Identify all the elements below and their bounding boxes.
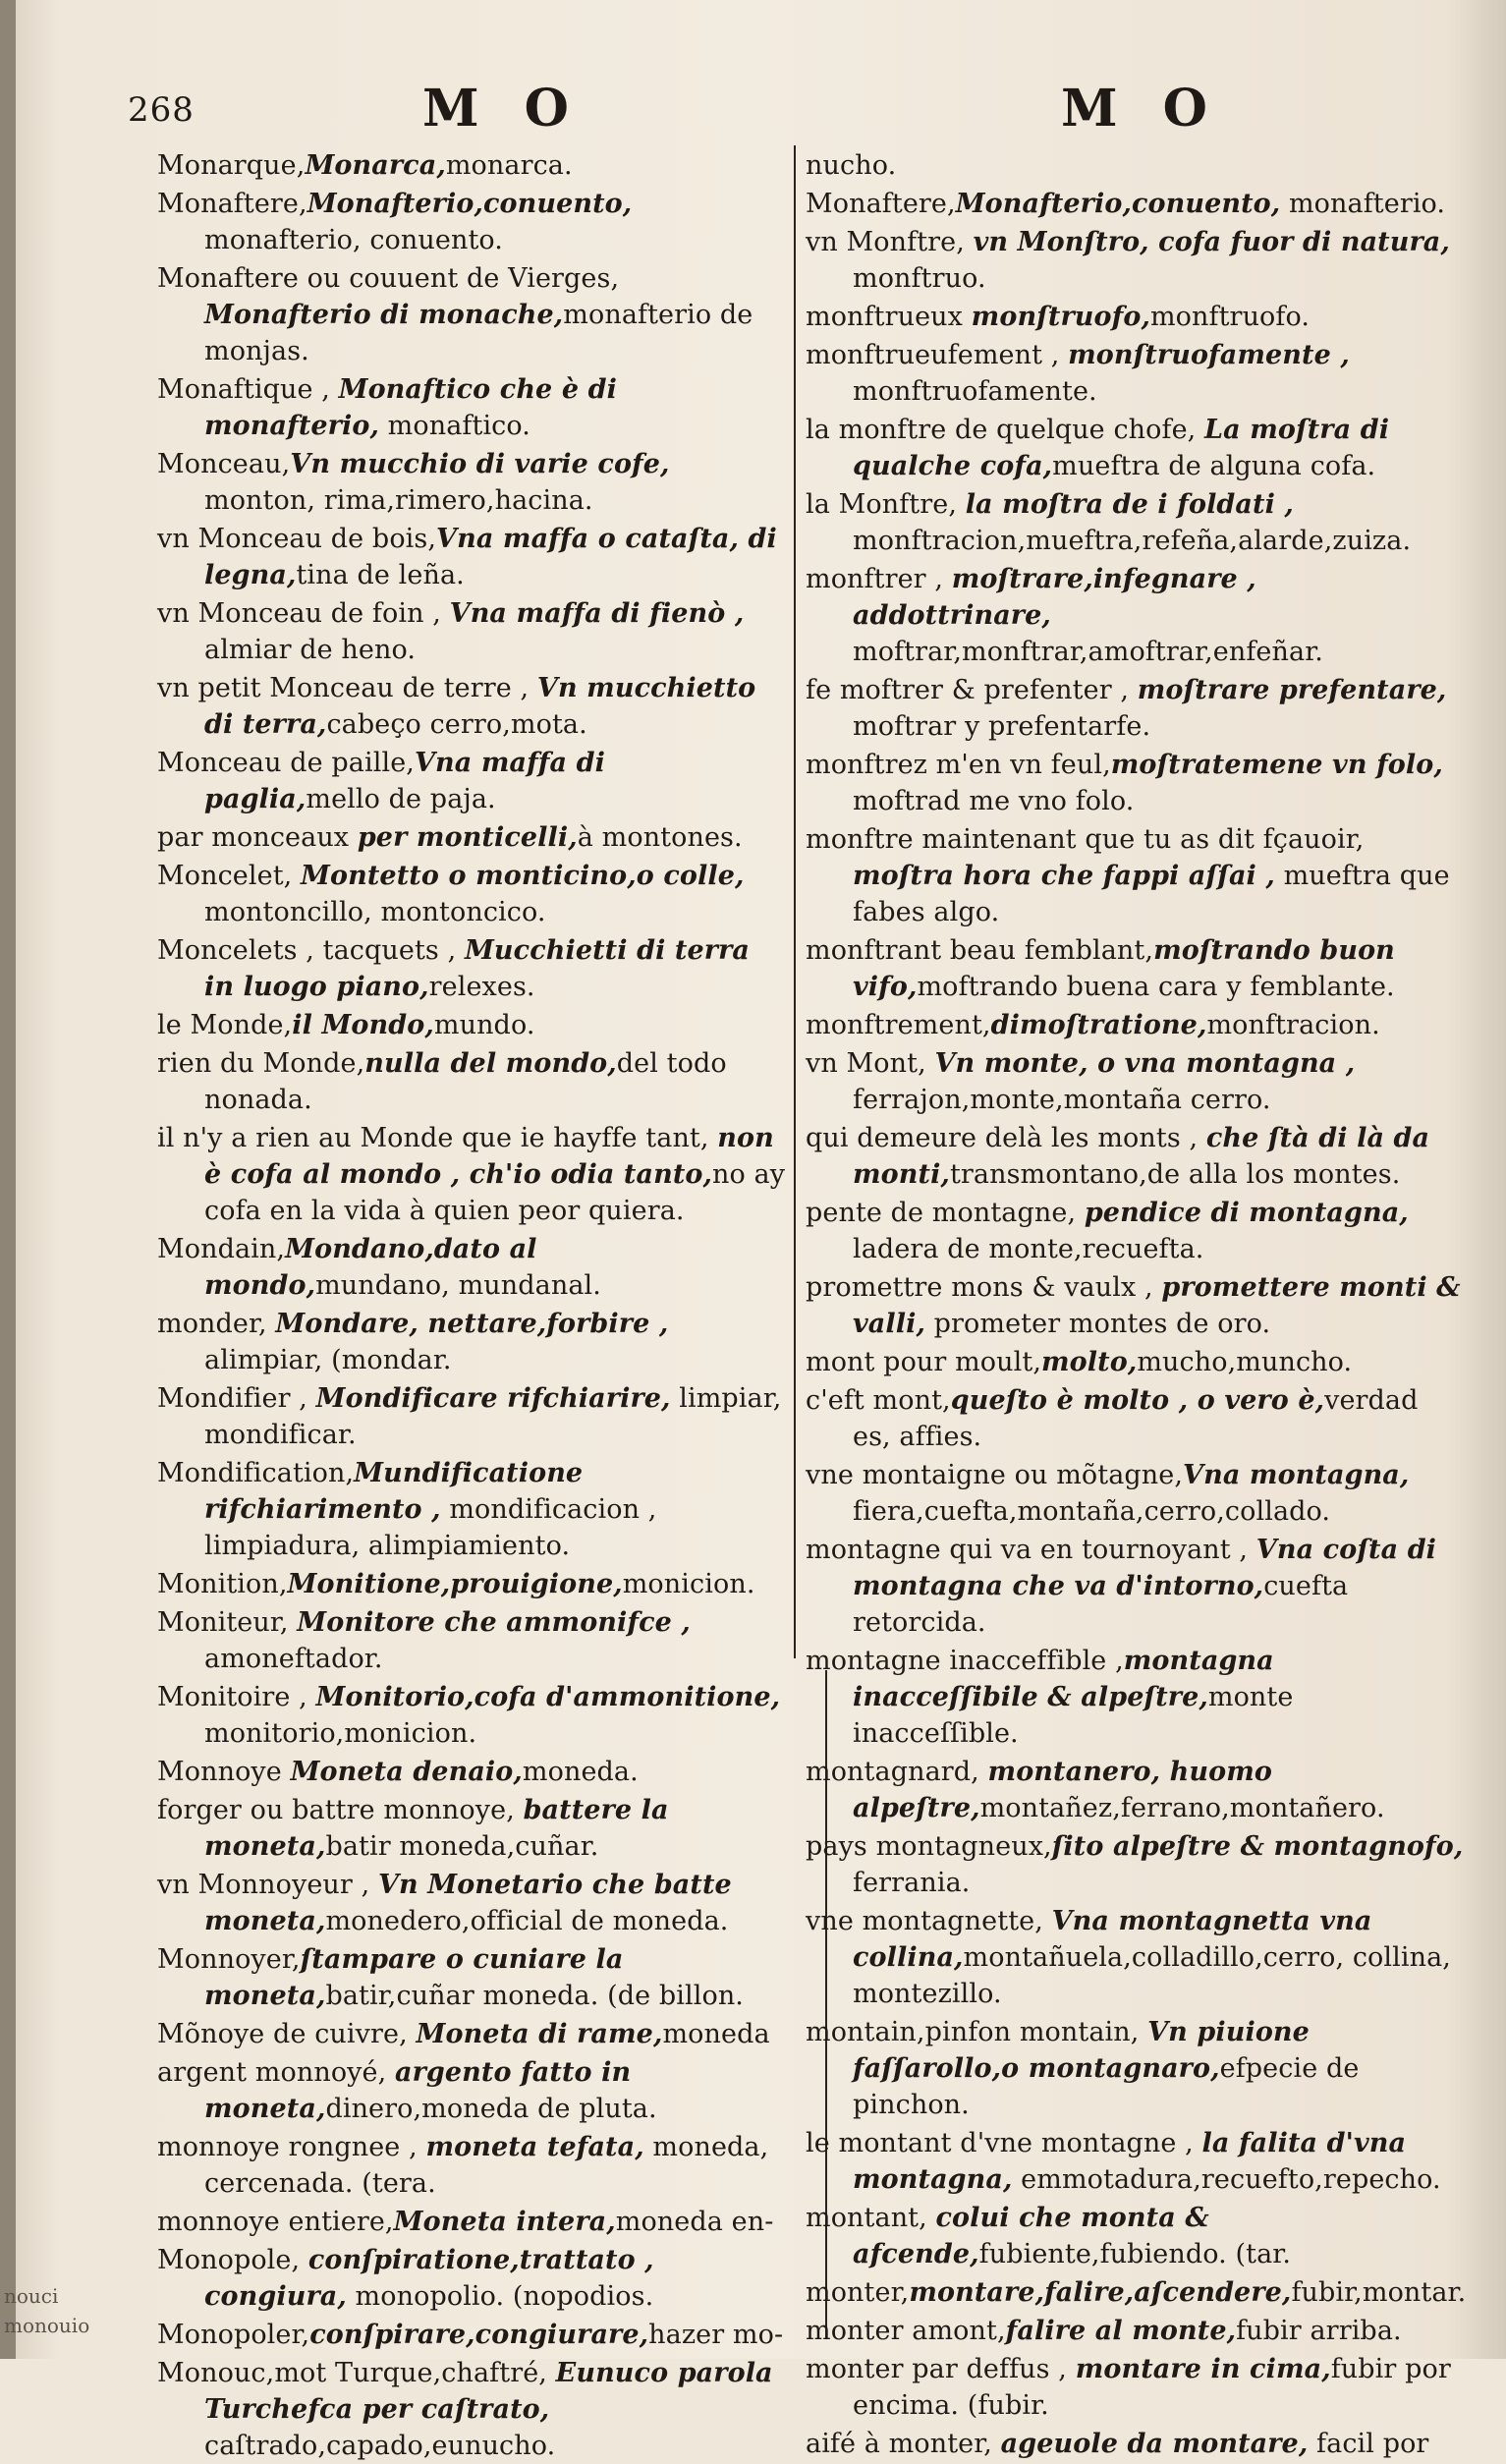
french-headword: Monaftere ou couuent de Vierges,: [157, 263, 620, 294]
dictionary-entry: [806, 412, 1464, 484]
french-headword: montagne qui va en tournoyant ,: [806, 1535, 1256, 1565]
spanish-translation: montañez,ferrano,montañero.: [979, 1793, 1385, 1823]
dictionary-entry: [157, 1455, 786, 1564]
spanish-translation: amoneftador.: [204, 1644, 383, 1674]
italian-translation: Vn mucchio di varie cofe,: [290, 449, 670, 479]
spanish-translation: moftrando buena cara y femblante.: [917, 972, 1395, 1002]
dictionary-entry: [806, 2426, 1464, 2462]
spanish-translation: fiera,cuefta,montaña,cerro,collado.: [853, 1496, 1331, 1527]
page-number: 268: [128, 90, 195, 130]
spanish-translation: mello de paja.: [306, 784, 496, 814]
french-headword: vn Monceau de bois,: [157, 524, 437, 554]
italian-translation: Monafterio di monache,: [204, 300, 564, 330]
spanish-translation: fubiente,fubiendo. (tar.: [978, 2239, 1292, 2269]
italian-translation: queſto è molto , o vero è,: [950, 1385, 1325, 1416]
dictionary-entry: [806, 1269, 1464, 1342]
spanish-translation: mundo.: [433, 1010, 535, 1040]
dictionary-entry: [806, 821, 1464, 930]
italian-translation: Vna montagna,: [1183, 1460, 1410, 1490]
spanish-translation: batir moneda,cuñar.: [325, 1831, 599, 1862]
french-headword: le montant d'vne montagne ,: [806, 2128, 1202, 2158]
spanish-translation: monftracion,mueftra,refeña,alarde,zuiza.: [853, 526, 1412, 556]
dictionary-entry: [157, 932, 786, 1005]
french-headword: vn petit Monceau de terre ,: [157, 673, 537, 703]
italian-translation: Mondificare rifchiarire,: [315, 1383, 671, 1414]
dictionary-entry: [157, 1754, 786, 1790]
italian-translation: vn Monſtro, cofa fuor di natura,: [973, 227, 1450, 257]
french-headword: Monaftere,: [157, 189, 307, 219]
spanish-translation: moneda, cercenada. (tera.: [204, 2132, 769, 2199]
french-headword: Monaftique ,: [157, 374, 339, 405]
italian-translation: conſpiratione,trattato , congiura,: [204, 2245, 654, 2312]
italian-translation: moſtrando buon vifo,: [853, 935, 1395, 1002]
spanish-translation: mucho,muncho.: [1137, 1347, 1353, 1377]
italian-translation: Vn piuione faſſarollo,o montagnaro,: [853, 2017, 1310, 2084]
spanish-translation: monafterio, conuento.: [204, 225, 503, 255]
french-headword: vne montaigne ou mõtagne,: [806, 1460, 1184, 1490]
dictionary-entry: [806, 1344, 1464, 1380]
french-headword: aifé à monter,: [806, 2429, 1001, 2459]
french-headword: Moniteur,: [157, 1607, 298, 1638]
dictionary-entry: [157, 2204, 786, 2240]
dictionary-entry: [157, 1792, 786, 1865]
french-headword: montant,: [806, 2203, 936, 2233]
spanish-translation: moneda.: [522, 1757, 639, 1787]
french-headword: monter amont,: [806, 2316, 1006, 2346]
french-headword: Mondification,: [157, 1458, 355, 1488]
french-headword: argent monnoyé,: [157, 2057, 395, 2088]
dictionary-entry: [157, 1566, 786, 1602]
french-headword: par monceaux: [157, 822, 358, 853]
dictionary-entry: [806, 1045, 1464, 1118]
italian-translation: montare,falire,aſcendere,: [909, 2277, 1292, 2308]
italian-translation: Monarca,: [305, 150, 446, 181]
dictionary-entry: [157, 371, 786, 444]
spanish-translation: cabeço cerro,mota.: [326, 709, 587, 740]
dictionary-entry: [157, 1306, 786, 1378]
french-headword: montagnard,: [806, 1757, 988, 1787]
italian-translation: che ſtà di là da monti,: [853, 1123, 1430, 1190]
dictionary-entry: [806, 1120, 1464, 1193]
dictionary-entry: [157, 1231, 786, 1304]
french-headword: fe moftrer & prefenter ,: [806, 675, 1138, 705]
french-headword: Mondain,: [157, 1234, 286, 1264]
dictionary-entry: [806, 2313, 1464, 2349]
dictionary-entry: [157, 260, 786, 369]
spanish-translation: moftrar,monftrar,amoftrar,enfeñar.: [853, 637, 1323, 667]
french-headword: Monnoye: [157, 1757, 291, 1787]
french-headword: promettre mons & vaulx ,: [806, 1272, 1162, 1303]
dictionary-entry: [806, 486, 1464, 559]
italian-translation: monſtruofamente ,: [1068, 340, 1350, 370]
dictionary-entry: [806, 337, 1464, 410]
dictionary-entry: [157, 2016, 786, 2052]
dictionary-entry: [806, 1643, 1464, 1752]
spanish-translation: monton, rima,rimero,hacina.: [204, 485, 593, 516]
dictionary-entry: [806, 1195, 1464, 1267]
italian-translation: montagna inacceſſibile & alpeſtre,: [853, 1646, 1274, 1712]
french-headword: Monitoire ,: [157, 1682, 316, 1712]
french-headword: monftre maintenant que tu as dit fçauoir,: [806, 824, 1365, 855]
spanish-translation: moneda en-: [615, 2207, 774, 2237]
spanish-translation: cuefta retorcida.: [853, 1571, 1349, 1638]
italian-translation: ſito alpeſtre & montagnofo,: [1051, 1831, 1464, 1862]
dictionary-entry: [157, 2054, 786, 2127]
french-headword: monftrant beau femblant,: [806, 935, 1154, 966]
dictionary-entry: [806, 1828, 1464, 1901]
french-headword: vn Monftre,: [806, 227, 974, 257]
italian-translation: non è cofa al mondo , ch'io odia tanto,: [204, 1123, 774, 1190]
italian-translation: Vna coſta di montagna che va d'intorno,: [853, 1535, 1437, 1601]
french-headword: Moncelets , tacquets ,: [157, 935, 465, 966]
italian-translation: monſtruofo,: [971, 302, 1150, 332]
spanish-translation: ferrajon,monte,montaña cerro.: [853, 1085, 1271, 1115]
italian-translation: molto,: [1041, 1347, 1138, 1377]
dictionary-entry: [806, 1457, 1464, 1530]
italian-translation: Mondare, nettare,forbire ,: [275, 1309, 669, 1339]
italian-translation: dimoſtratione,: [990, 1010, 1207, 1040]
italian-translation: moneta tefata,: [425, 2132, 644, 2162]
italian-translation: battere la moneta,: [204, 1795, 669, 1862]
dictionary-entry: [157, 1380, 786, 1453]
spanish-translation: moftrad me vno folo.: [853, 786, 1135, 816]
dictionary-entry: [806, 2200, 1464, 2272]
dictionary-entry: [157, 670, 786, 743]
spanish-translation: no ay cofa en la vida à quien peor quiera.: [204, 1159, 786, 1226]
italian-translation: Vna montagnetta vna collina,: [853, 1906, 1372, 1973]
spanish-translation: emmotadura,recuefto,repecho.: [1012, 2164, 1441, 2195]
french-headword: monder,: [157, 1309, 276, 1339]
spanish-translation: facil por: [1308, 2429, 1429, 2459]
left-column: [157, 147, 786, 2461]
french-headword: Monnoyer,: [157, 1944, 301, 1975]
french-headword: Monaftere,: [806, 189, 956, 219]
french-headword: Mondifier ,: [157, 1383, 316, 1414]
spanish-translation: monafterio.: [1280, 189, 1446, 219]
dictionary-entry: [806, 1382, 1464, 1455]
italian-translation: Mondano,dato al mondo,: [204, 1234, 537, 1301]
french-headword: montain,pinfon montain,: [806, 2017, 1148, 2047]
spanish-translation: ferrania.: [853, 1868, 971, 1898]
dictionary-entry: [157, 521, 786, 593]
french-headword: vn Monceau de foin ,: [157, 598, 450, 629]
spanish-translation: fubir arriba.: [1236, 2316, 1402, 2346]
italian-translation: Moneta denaio,: [290, 1757, 523, 1787]
french-headword: la Monftre,: [806, 489, 966, 520]
french-headword: pays montagneux,: [806, 1831, 1052, 1862]
italian-translation: Vn Monetario che batte moneta,: [204, 1870, 732, 1936]
italian-translation: colui che monta & afcende,: [853, 2203, 1209, 2269]
right-column: [806, 147, 1467, 2459]
french-headword: il n'y a rien au Monde que ie hayffe tant,: [157, 1123, 718, 1153]
spanish-translation: monte inacceſſible.: [853, 1682, 1294, 1749]
dictionary-entry: [157, 1007, 786, 1043]
french-headword: Mõnoye de cuivre,: [157, 2019, 417, 2049]
italian-translation: moſtrare prefentare,: [1137, 675, 1447, 705]
italian-translation: promettere monti & valli,: [853, 1272, 1461, 1339]
italian-translation: ſtampare o cuniare la moneta,: [204, 1944, 624, 2011]
italian-translation: Moneta di rame,: [416, 2019, 663, 2049]
dictionary-entry: [806, 224, 1464, 297]
spanish-translation: ladera de monte,recuefta.: [853, 1234, 1204, 1264]
italian-translation: Vna maffa di fienò ,: [449, 598, 745, 629]
spanish-translation: monedero,official de moneda.: [325, 1906, 729, 1936]
spanish-translation: del todo nonada.: [204, 1048, 727, 1115]
dictionary-entry: [157, 1604, 786, 1677]
spanish-translation: mondificacion , limpiadura, alimpiamiento.: [204, 1494, 657, 1561]
dictionary-entry: [157, 186, 786, 258]
italian-translation: Monafterio,conuento,: [955, 189, 1281, 219]
italian-translation: Vn monte, o vna montagna ,: [934, 1048, 1356, 1079]
italian-translation: Vn mucchietto di terra,: [204, 673, 756, 740]
dictionary-entry: [157, 1867, 786, 1939]
french-headword: mont pour moult,: [806, 1347, 1042, 1377]
italian-translation: conſpirare,congiurare,: [309, 2320, 649, 2350]
spanish-translation: monitorio,monicion.: [204, 1718, 477, 1749]
italian-translation: Monitione,prouigione,: [287, 1569, 623, 1599]
french-headword: monftrez m'en vn feul,: [806, 750, 1111, 780]
french-headword: forger ou battre monnoye,: [157, 1795, 524, 1825]
french-headword: monftrueux: [806, 302, 972, 332]
dictionary-entry: [806, 747, 1464, 819]
dictionary-entry: [806, 932, 1464, 1005]
french-headword: Monceau,: [157, 449, 291, 479]
dictionary-entry: [157, 858, 786, 930]
italian-translation: Monafterio,conuento,: [307, 189, 633, 219]
french-headword: monnoye rongnee ,: [157, 2132, 426, 2162]
french-headword: Moncelet,: [157, 861, 302, 891]
dictionary-entry: [806, 299, 1464, 335]
spanish-translation: montañuela,colladillo,cerro, collina, montezillo.: [853, 1942, 1451, 2009]
italian-translation: Vna maffa o cataſta, di legna,: [204, 524, 777, 590]
french-headword: montagne inacceffible ,: [806, 1646, 1124, 1676]
spanish-translation: monftruo.: [853, 263, 986, 294]
column-rule: [794, 145, 796, 1658]
dictionary-entry: [806, 147, 1464, 184]
spanish-translation: mueftra que fabes algo.: [853, 861, 1450, 927]
dictionary-entry: [157, 1679, 786, 1752]
french-headword: Monceau de paille,: [157, 748, 415, 778]
spanish-translation: monaftico.: [378, 411, 530, 441]
spanish-translation: fubir,montar.: [1291, 2277, 1467, 2308]
dictionary-entry: [806, 2125, 1464, 2198]
french-headword: Monouc,mot Turque,chaftré,: [157, 2358, 556, 2388]
dictionary-entry: [157, 1120, 786, 1229]
margin-fragment-line: monouio: [4, 2314, 90, 2337]
french-headword: monnoye entiere,: [157, 2207, 394, 2237]
dictionary-entry: [157, 1045, 786, 1118]
dictionary-entry: [157, 2317, 786, 2353]
italian-translation: pendice di montagna,: [1084, 1198, 1409, 1228]
dictionary-entry: [157, 1941, 786, 2014]
french-headword: vn Mont,: [806, 1048, 935, 1079]
italian-translation: montare in cima,: [1075, 2354, 1331, 2384]
spanish-translation: transmontano,de alla los montes.: [949, 1159, 1401, 1190]
french-headword: Monopole,: [157, 2245, 308, 2275]
french-headword: vne montagnette,: [806, 1906, 1052, 1936]
french-headword: la monftre de quelque chofe,: [806, 415, 1205, 445]
spanish-translation: moftrar y prefentarfe.: [853, 711, 1151, 742]
margin-fragment: [4, 2281, 89, 2340]
dictionary-entry: [806, 1007, 1464, 1043]
dictionary-entry: [806, 2274, 1467, 2311]
dictionary-entry: [806, 1532, 1464, 1641]
dictionary-entry: [157, 147, 786, 184]
italian-translation: moſtratemene vn folo,: [1110, 750, 1443, 780]
italian-translation: Monaftico che è di monafterio,: [204, 374, 617, 441]
french-headword: nucho.: [806, 150, 897, 181]
french-headword: monftrer ,: [806, 564, 952, 594]
italian-translation: ageuole da montare,: [1000, 2429, 1309, 2459]
spanish-translation: mueftra de alguna cofa.: [1052, 451, 1376, 481]
spanish-translation: monftracion.: [1206, 1010, 1380, 1040]
italian-translation: Monitorio,cofa d'ammonitione,: [315, 1682, 781, 1712]
italian-translation: Mucchietti di terra in luogo piano,: [204, 935, 751, 1002]
french-headword: monftrueufement ,: [806, 340, 1069, 370]
italian-translation: Vna maffa di paglia,: [204, 748, 605, 814]
dictionary-entry: [157, 745, 786, 817]
spanish-translation: efpecie de pinchon.: [853, 2053, 1360, 2120]
spanish-translation: mundano, mundanal.: [315, 1270, 601, 1301]
spanish-translation: monicion.: [622, 1569, 755, 1599]
french-headword: monftrement,: [806, 1010, 991, 1040]
italian-translation: La moſtra di qualche cofa,: [853, 415, 1390, 481]
spanish-translation: relexes.: [428, 972, 535, 1002]
french-headword: c'eft mont,: [806, 1385, 951, 1416]
running-head-left: M O: [422, 79, 583, 139]
dictionary-entry: [806, 1754, 1464, 1826]
spanish-translation: monarca.: [445, 150, 573, 181]
dictionary-entry: [806, 672, 1464, 745]
italian-translation: Mundificatione rifchiarimento ,: [204, 1458, 584, 1525]
french-headword: Monopoler,: [157, 2320, 310, 2350]
italian-translation: la moſtra de i foldati ,: [965, 489, 1294, 520]
spanish-translation: caſtrado,capado,eunucho.: [204, 2431, 556, 2461]
margin-fragment-line: nouci: [4, 2284, 59, 2308]
dictionary-entry: [157, 2355, 786, 2464]
french-headword: rien du Monde,: [157, 1048, 365, 1079]
dictionary-entry: [157, 819, 786, 856]
dictionary-entry: [157, 446, 786, 519]
italian-translation: nulla del mondo,: [364, 1048, 617, 1079]
spanish-translation: monftruofamente.: [853, 376, 1097, 407]
french-headword: le Monde,: [157, 1010, 293, 1040]
spanish-translation: verdad es, affies.: [853, 1385, 1419, 1452]
dictionary-entry: [806, 2351, 1464, 2424]
italian-translation: moſtrare,infegnare , addottrinare,: [853, 564, 1256, 631]
spanish-translation: batir,cuñar moneda. (de billon.: [325, 1981, 744, 2011]
french-headword: pente de montagne,: [806, 1198, 1085, 1228]
spanish-translation: prometer montes de oro.: [924, 1309, 1271, 1339]
spanish-translation: moneda: [662, 2019, 770, 2049]
spanish-translation: hazer mo-: [648, 2320, 784, 2350]
spanish-translation: monafterio de monjas.: [204, 300, 753, 366]
italian-translation: Eunuco parola Turchefca per caſtrato,: [204, 2358, 773, 2425]
dictionary-entry: [157, 2129, 786, 2202]
page-gutter-edge: [0, 0, 16, 2359]
italian-translation: Moneta intera,: [393, 2207, 616, 2237]
spanish-translation: monftruofo.: [1149, 302, 1311, 332]
spanish-translation: limpiar, mondificar.: [204, 1383, 782, 1450]
spanish-translation: alimpiar, (mondar.: [204, 1345, 452, 1375]
french-headword: Monition,: [157, 1569, 288, 1599]
italian-translation: per monticelli,: [357, 822, 578, 853]
spanish-translation: montoncillo, montoncico.: [204, 897, 546, 927]
dictionary-entry: [157, 2242, 786, 2315]
spanish-translation: à montones.: [577, 822, 743, 853]
running-head-right: M O: [1061, 79, 1221, 139]
spanish-translation: tina de leña.: [296, 560, 465, 590]
spanish-translation: fubir por encima. (fubir.: [853, 2354, 1451, 2421]
italian-translation: moſtra hora che fappi aſſai ,: [853, 861, 1275, 891]
dictionary-entry: [806, 2014, 1464, 2123]
dictionary-entry: [157, 595, 786, 668]
dictionary-entry: [806, 186, 1464, 222]
italian-translation: montanero, huomo alpeſtre,: [853, 1757, 1272, 1823]
italian-translation: argento fatto in moneta,: [204, 2057, 632, 2124]
french-headword: qui demeure delà les monts ,: [806, 1123, 1206, 1153]
italian-translation: il Mondo,: [292, 1010, 434, 1040]
italian-translation: falire al monte,: [1005, 2316, 1237, 2346]
italian-translation: Monitore che ammonifce ,: [297, 1607, 691, 1638]
french-headword: monter,: [806, 2277, 910, 2308]
italian-translation: Montetto o monticino,o colle,: [301, 861, 745, 891]
spanish-translation: almiar de heno.: [204, 635, 417, 665]
dictionary-entry: [806, 561, 1464, 670]
french-headword: vn Monnoyeur ,: [157, 1870, 378, 1900]
italian-translation: la falita d'vna montagna,: [853, 2128, 1407, 2195]
spanish-translation: dinero,moneda de pluta.: [325, 2094, 657, 2124]
french-headword: monter par deffus ,: [806, 2354, 1076, 2384]
spanish-translation: monopolio. (nopodios.: [346, 2281, 654, 2312]
dictionary-entry: [806, 1903, 1464, 2012]
french-headword: Monarque,: [157, 150, 306, 181]
